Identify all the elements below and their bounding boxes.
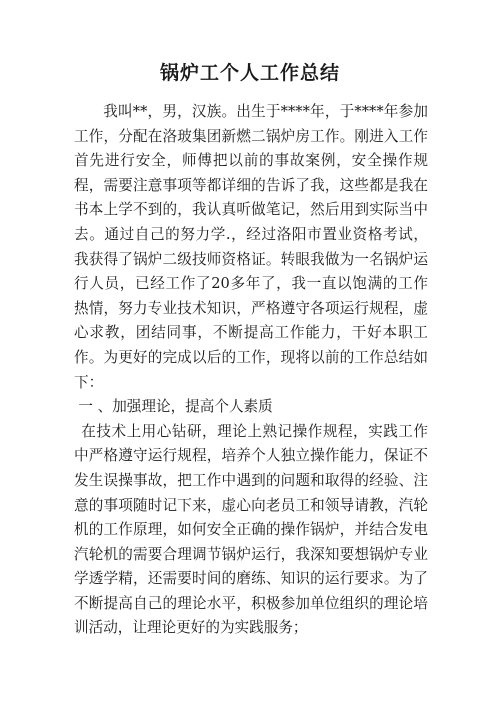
section-paragraph: 在技术上用心钻研，理论上熟记操作规程，实践工作中严格遵守运行规程，培养个人独立操作能力，保证不发生误操事故，把工作中遇到的问题和取得的经验、注意的事项随时记下来，虚心向老员工和领导请教，汽轮机的工作原理，如何安全正确的操作锅炉，并结合发电汽轮机的需要合理调节锅炉运行，我深知要想锅炉专业学透学精，还需要时间的磨练、知识的运行要求。为了不断提高自己的理论水平，积极参加单位组织的理论培训活动，让理论更好的为实践服务； xyxy=(74,422,428,637)
section-heading: 一 、加强理论，提高个人素质 xyxy=(78,398,273,416)
intro-paragraph: 我叫**，男，汉族。出生于****年，于****年参加工作，分配在洛玻集团新燃二锅炉房工作。刚进入工作首先进行安全，师傅把以前的事故案例，安全操作规程，需要注意事项等都详细的告诉了我，这些都是我在书本上学不到的，我认真听做笔记，然后用到实际当中去。通过自己的努力学.，经过洛阳市置业资格考试，我获得了锅炉二级技师资格证。转眼我做为一名锅炉运行人员，已经工作了20多年了，我一直以饱满的工作热情，努力专业技术知识，严格遵守各项运行规程，虚心求教，团结同事，不断提高工作能力，干好本职工作。为更好的完成以后的工作，现将以前的工作总结如下： xyxy=(74,103,428,391)
document-title: 锅炉工个人工作总结 xyxy=(159,62,340,84)
document-body xyxy=(74,100,428,641)
